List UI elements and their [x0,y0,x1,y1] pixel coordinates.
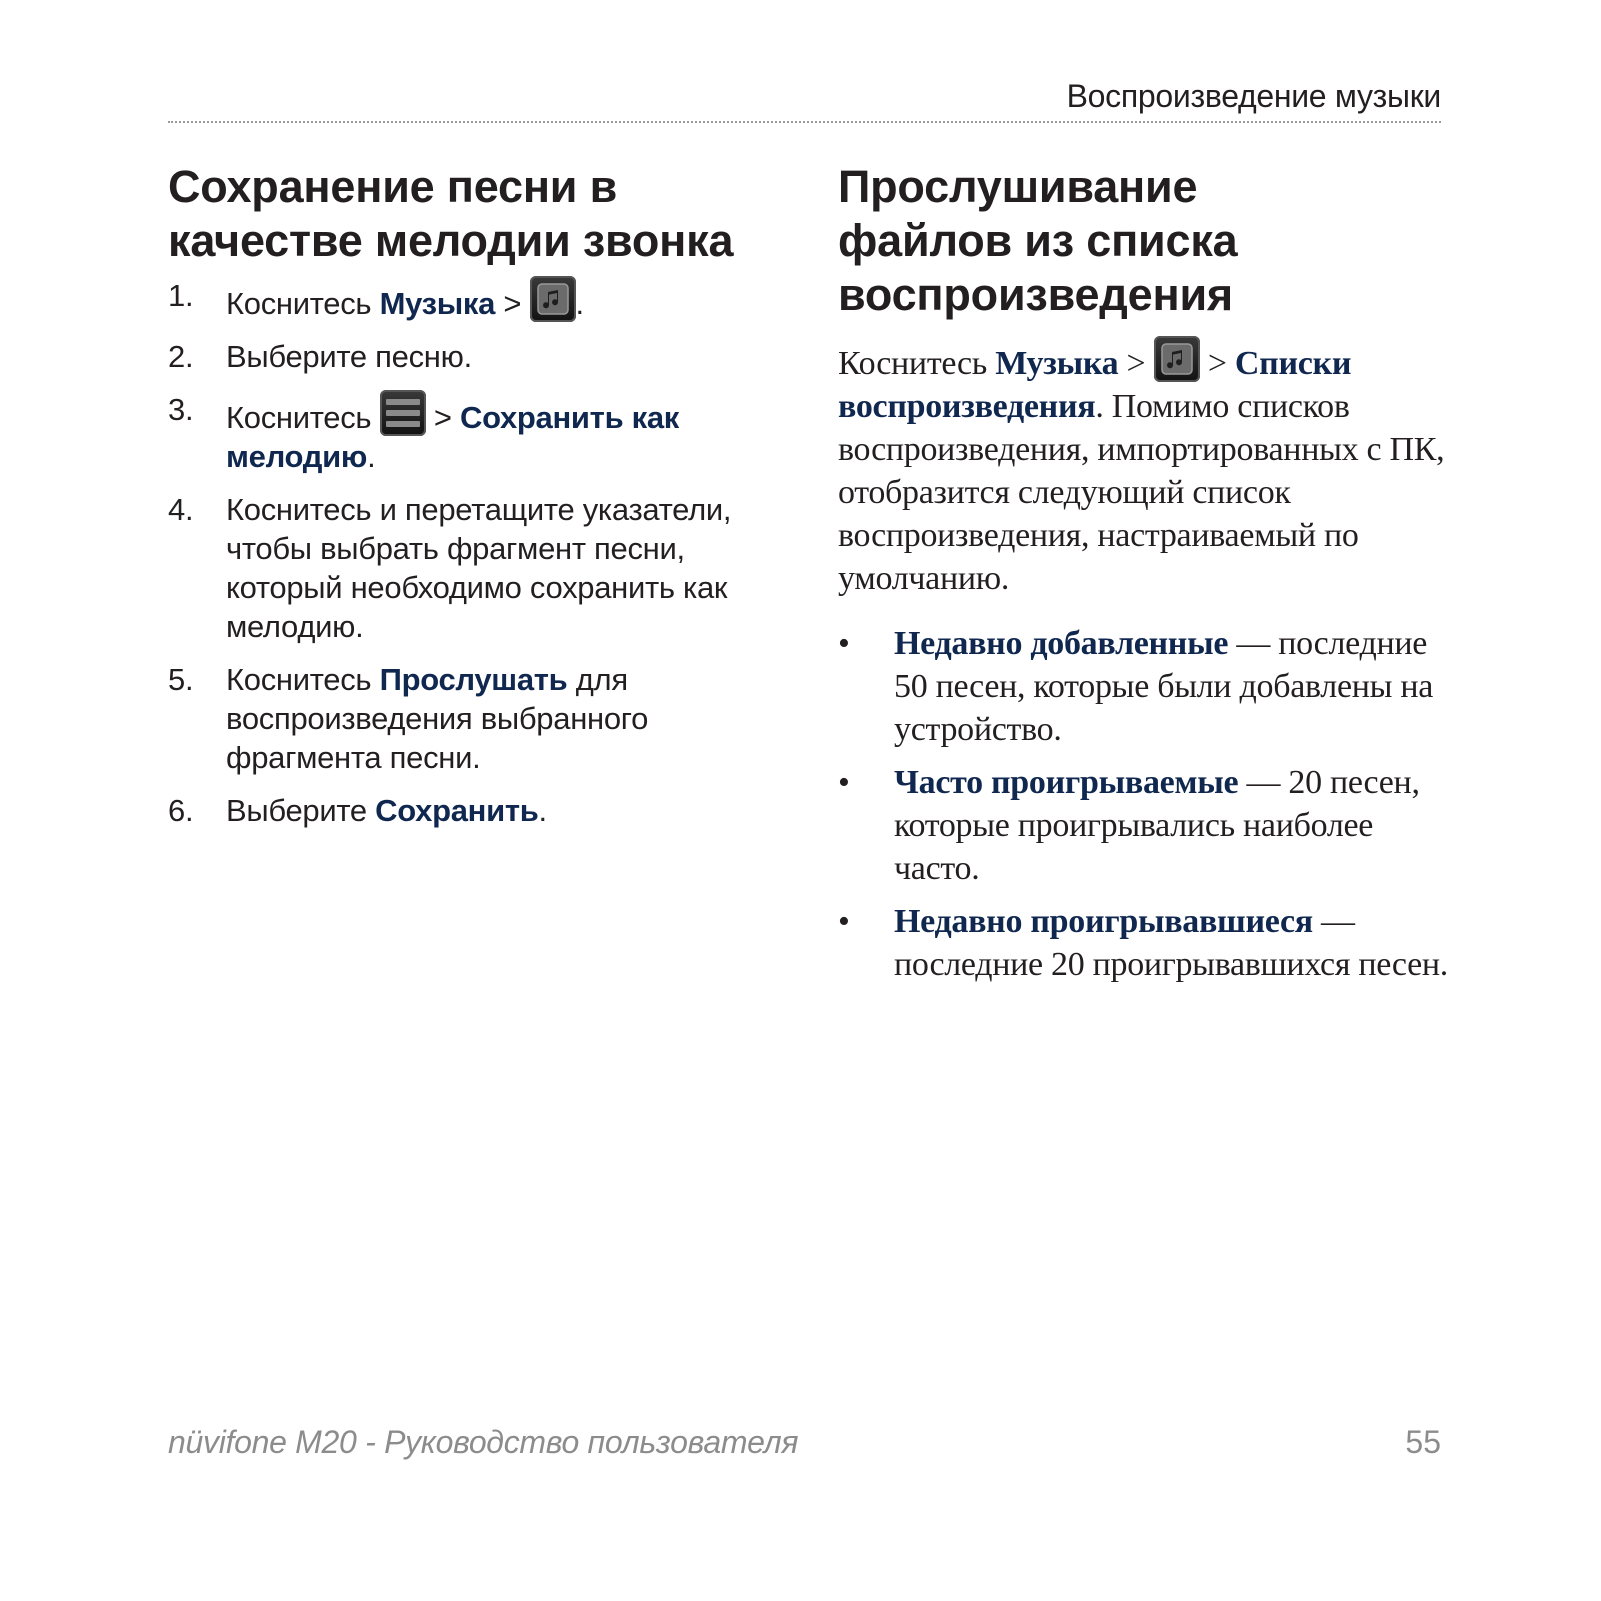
section-heading-save-ringtone [168,160,758,268]
step-text: > [425,400,461,435]
step-text: . [367,439,376,474]
step-item [168,276,758,323]
music-app-icon [530,276,576,322]
step-item [168,660,758,777]
step-text: Выберите песню. [226,339,472,374]
step-text: . [575,286,584,321]
heading-line: файлов из списка [838,215,1238,266]
step-number: 2. [168,339,194,374]
heading-line: воспроизведения [838,269,1233,320]
keyword-recently-played: Недавно проигрывавшиеся [894,903,1313,940]
page-number: 55 [1405,1424,1441,1460]
step-text: Коснитесь [226,662,380,697]
step-item [168,337,758,376]
bullet-text: — последние 20 проигрывавшихся песен. [894,903,1449,983]
step-text: > [495,286,530,321]
default-playlists-list [838,622,1448,986]
bullet-item [838,900,1448,986]
footer-manual-title: nüvifone M20 - Руководство пользователя [168,1424,799,1460]
step-text: для воспроизведения выбранного фрагмента песни. [226,662,649,775]
step-number: 4. [168,492,194,527]
keyword-playlists: Списки воспроизведения [838,345,1352,425]
left-column [168,160,758,844]
bullet-item [838,761,1448,890]
keyword-most-played: Часто проигрываемые [894,764,1239,801]
step-item [168,390,758,476]
menu-icon [380,390,426,436]
bullet-marker: • [838,764,850,801]
para-text: > [1199,345,1235,382]
bullet-marker: • [838,625,850,662]
bullet-item [838,622,1448,751]
section-heading-playlists [838,160,1448,322]
keyword-listen: Прослушать [379,662,568,697]
step-number: 1. [168,278,194,313]
heading-line: Сохранение песни в [168,161,618,212]
step-text: Коснитесь [226,286,380,321]
heading-line: качестве мелодии звонка [168,215,734,266]
keyword-save-ringtone: Сохранить как мелодию [226,400,680,474]
step-item [168,490,758,646]
para-text: . Помимо списков воспроизведения, импортированных с ПК, отобразится следующий список воспроизведения, настраиваемый по умолчанию. [838,388,1445,597]
step-text: . [538,793,547,828]
step-number: 5. [168,662,194,697]
playlists-intro-paragraph [838,336,1448,600]
step-text: Коснитесь и перетащите указатели, чтобы выбрать фрагмент песни, который необходимо сохранить как мелодию. [226,492,732,644]
keyword-save: Сохранить [375,793,539,828]
keyword-music: Музыка [379,286,496,321]
keyword-recently-added: Недавно добавленные [894,625,1229,662]
step-number: 6. [168,793,194,828]
para-text: > [1118,345,1154,382]
para-text: Коснитесь [838,345,996,382]
heading-line: Прослушивание [838,161,1198,212]
running-header: Воспроизведение музыки [1066,78,1441,114]
bullet-marker: • [838,903,850,940]
bullet-text: — последние 50 песен, которые были добавлены на устройство. [894,625,1434,748]
header-divider [168,121,1441,123]
step-text: Выберите [226,793,376,828]
bullet-text: — 20 песен, которые проигрывались наиболее часто. [894,764,1420,887]
right-column [838,160,1448,996]
steps-list [168,276,758,830]
keyword-music: Музыка [995,345,1119,382]
music-app-icon [1154,336,1200,382]
step-item [168,791,758,830]
step-text: Коснитесь [226,400,380,435]
step-number: 3. [168,392,194,427]
